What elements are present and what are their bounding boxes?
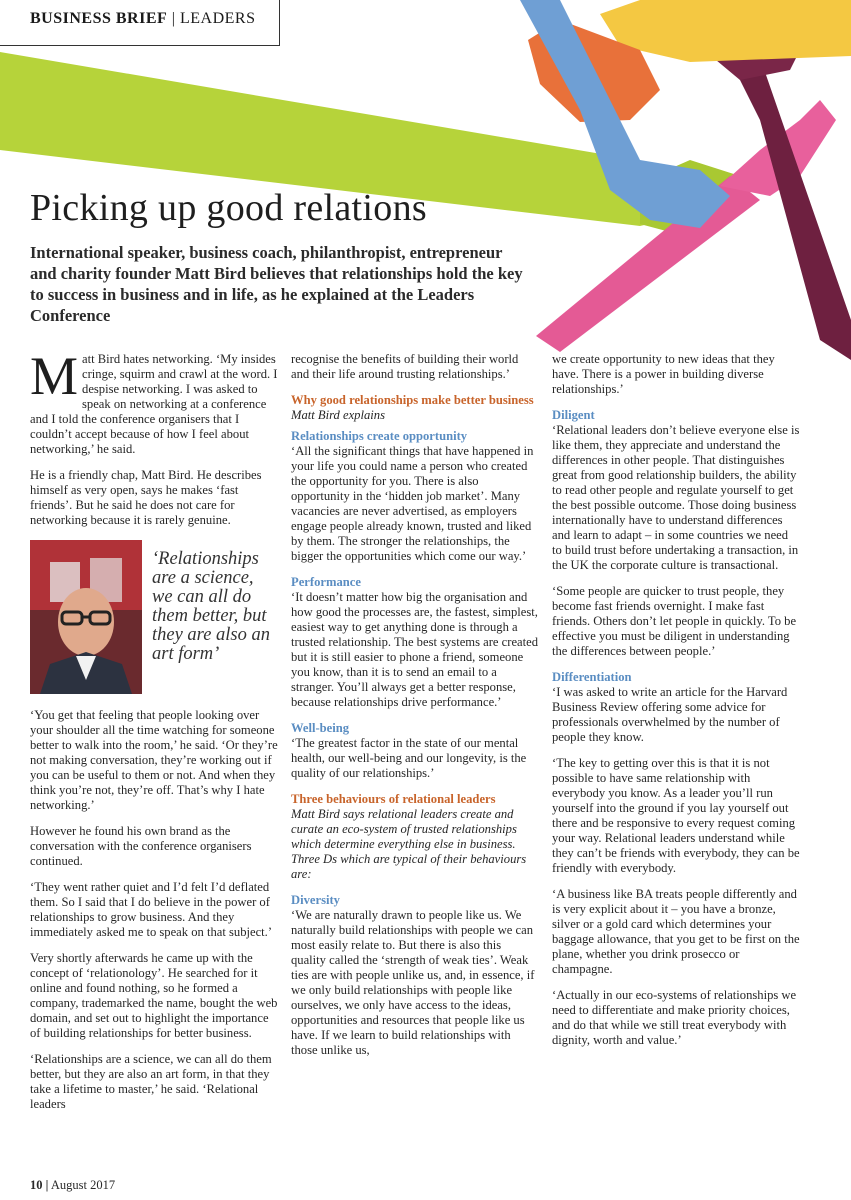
paragraph: ‘They went rather quiet and I’d felt I’d deflated them. So I said that I do believe in the power of relationships to grow business. And they immediately asked me to speak on that subject.’ [30, 880, 273, 939]
paragraph: ‘We are naturally drawn to people like us. We naturally build relationships with people we can most easily relate to. But there is also this quality called the ‘strength of weak ties’. Weak ties are with people unlike us, and, in essence, if we only build relationships with people like ourselves, we only have access to the ideas, opportunities and resources that people like us have. If we learn to build relationships with those unlike us, [291, 908, 535, 1057]
paragraph: ‘The greatest factor in the state of our mental health, our well-being and our longevity, is the quality of our relationships.’ [291, 736, 527, 780]
paragraph: we create opportunity to new ideas that they have. There is a power in building diverse relationships.’ [552, 352, 775, 396]
intro-text: att Bird hates networking. ‘My insides cringe, squirm and crawl at the word. I despise networking. I was asked to speak on networking at a conference and I told the conference organisers that I couldn’t accept because of how I feel about networking,’ he said. [30, 352, 278, 456]
paragraph: ‘A business like BA treats people differently and is very explicit about it – you have a bronze, silver or a gold card which determines your baggage allowance, that you get to be first on the plane, whether you drink prosecco or champagne. [552, 887, 800, 976]
page-footer [30, 1178, 115, 1193]
paragraph: ‘I was asked to write an article for the Harvard Business Review offering some advice for professionals overwhelmed by the number of people they know. [552, 685, 788, 744]
subheading-wellbeing: Well-being [291, 721, 350, 735]
article-title: Picking up good relations [30, 187, 427, 229]
paragraph: ‘Actually in our eco-systems of relationships we need to differentiate and make priority choices, and do that while we still treat everybody with dignity, worth and value.’ [552, 988, 797, 1047]
paragraph: ‘Some people are quicker to trust people, they become fast friends overnight. I make fast friends. Others don’t let people in quickly. To be effective you must be diligent in understanding the differences between people.’ [552, 584, 797, 658]
subheading-opportunity: Relationships create opportunity [291, 429, 468, 443]
paragraph: ‘You get that feeling that people looking over your shoulder all the time watching for someone better to walk into the room,’ he said. ‘Or they’re not making conversation, they’re working out if you can be useful to them or not. And when they think you’re not, they’re off. That’s why I hate networking.’ [30, 708, 278, 812]
subheading-diligent: Diligent [552, 408, 595, 422]
pull-quote-block [30, 540, 278, 694]
pull-quote: ‘Relationships are a science, we can all do them better, but they are also an art form’ [152, 549, 271, 664]
column-1 [30, 346, 278, 1123]
paragraph: recognise the benefits of building their world and their life around trusting relationships.’ [291, 352, 519, 381]
column-3 [552, 352, 800, 1059]
heading-three-behaviours: Three behaviours of relational leaders [291, 792, 496, 806]
page-number: 10 [30, 1178, 43, 1192]
heading-why: Why good relationships make better business [291, 393, 534, 407]
subsection-label: LEADERS [179, 10, 256, 27]
paragraph: Very shortly afterwards he came up with the concept of ‘relationology’. He searched for it online and found nothing, so he formed a company, trademarked the name, bought the web domain, and set out to highlight the importance of building relationships for better business. [30, 951, 278, 1040]
paragraph: ‘Relational leaders don’t believe everyone else is like them, they appreciate and understand the differences in other people. That distinguishes great from good relationship builders, the ability to read other people and regulate yourself to get the best possible outcome. Those doing business internationally have to understand differences and learn to adapt – in some countries we need to build trust before undertaking a transaction, in the UK the corporate culture is transactional. [552, 423, 800, 572]
byline: Matt Bird explains [291, 408, 385, 422]
drop-cap: M [30, 346, 79, 406]
subheading-performance: Performance [291, 575, 361, 589]
paragraph: ‘Relationships are a science, we can all do them better, but they are also an art form, in that they take a lifetime to master,’ he said. ‘Relational leaders [30, 1052, 272, 1111]
paragraph-italic: Matt Bird says relational leaders create and curate an eco-system of trusted relationships which determine everything else in business. Three Ds which are typical of their behaviours are: [291, 807, 527, 881]
paragraph-intro [30, 346, 278, 457]
paragraph: However he found his own brand as the conversation with the conference organisers continued. [30, 824, 252, 868]
footer-separator: | [45, 1178, 49, 1192]
issue-date: August 2017 [50, 1178, 116, 1192]
section-label: BUSINESS BRIEF [30, 10, 168, 27]
paragraph: ‘All the significant things that have happened in your life you could name a person who created the opportunity for you. There is also opportunity in the ‘hidden job market’. Many vacancies are never advertised, as employers engage people already known, trusted and liked by them. The stronger the relationships, the bigger the opportunities which come our way.’ [291, 444, 534, 563]
speaker-photo [30, 540, 142, 694]
article-standfirst: International speaker, business coach, philanthropist, entrepreneur and charity founder Matt Bird believes that relationships hold the key to success in business and in life, as he explained at the Leaders Conference [30, 243, 523, 325]
section-separator: | [171, 10, 176, 27]
paragraph: ‘The key to getting over this is that it is not possible to have same relationship with everybody you know. As a leader you’ll run yourself into the ground if you lay yourself out there and be responsive to every request coming your way. Relational leaders understand while they can’t be friends with everybody, they can be friendly with everybody. [552, 756, 800, 875]
subheading-diversity: Diversity [291, 893, 340, 907]
paragraph: He is a friendly chap, Matt Bird. He describes himself as very open, says he makes ‘fast friends’. But he said he does not care for networking because it is rarely genuine. [30, 468, 262, 527]
section-tag [0, 0, 280, 46]
subheading-differentiation: Differentiation [552, 670, 632, 684]
column-2 [291, 352, 539, 1069]
paragraph: ‘It doesn’t matter how big the organisation and how good the processes are, the fastest, simplest, easiest way to get anything done is through a trusted relationship. The best systems are created but it is still easier to phone a friend, someone you know, than it is to send an email to a stranger. You’ll always get a better response, because relationships drive performance.’ [291, 590, 539, 709]
